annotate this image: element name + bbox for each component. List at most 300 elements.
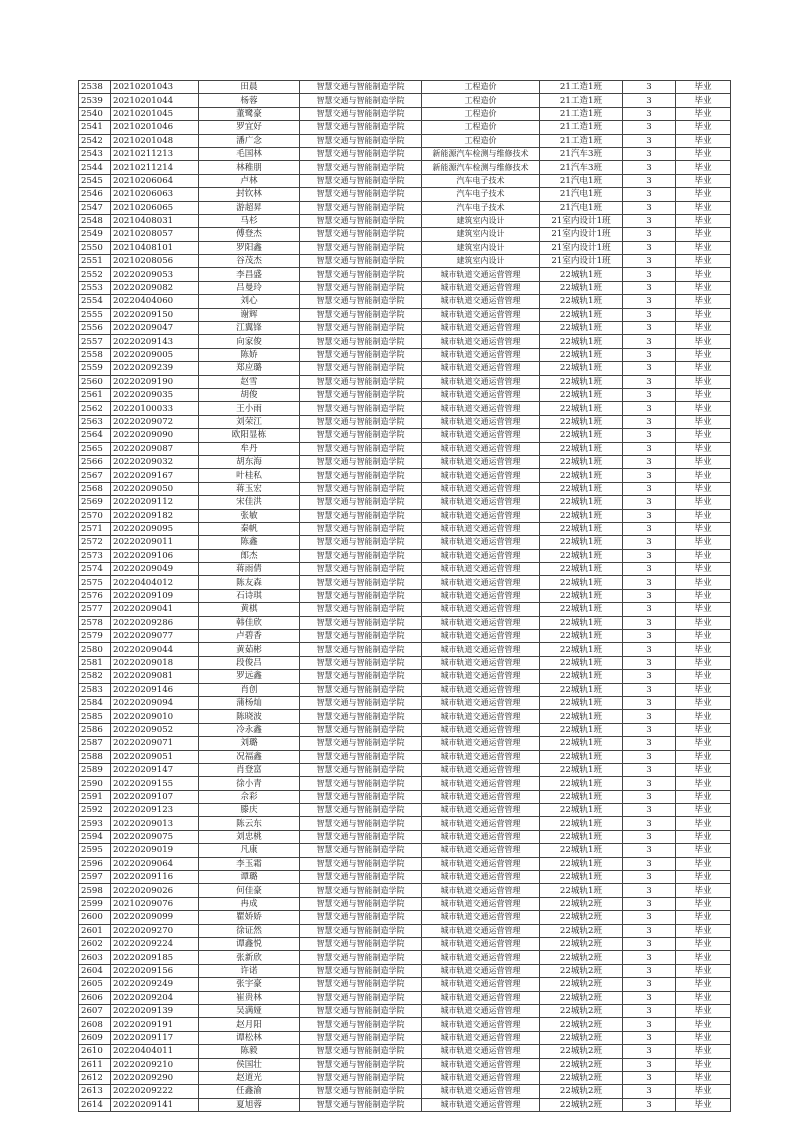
class-cell: 22城轨1班	[540, 857, 623, 870]
college-cell: 智慧交通与智能制造学院	[300, 830, 422, 843]
status-cell: 毕业	[676, 710, 731, 723]
student-name-cell: 林稚朋	[199, 161, 300, 174]
major-cell: 城市轨道交通运营管理	[422, 322, 540, 335]
row-number-cell: 2577	[79, 603, 111, 616]
class-cell: 22城轨1班	[540, 576, 623, 589]
row-number-cell: 2606	[79, 991, 111, 1004]
major-cell: 城市轨道交通运营管理	[422, 978, 540, 991]
student-id-cell: 20220209107	[111, 790, 199, 803]
student-id-cell: 20210201043	[111, 81, 199, 94]
status-cell: 毕业	[676, 656, 731, 669]
student-name-cell: 谢辉	[199, 308, 300, 321]
student-name-cell: 黄棋	[199, 603, 300, 616]
student-name-cell: 田晨	[199, 81, 300, 94]
college-cell: 智慧交通与智能制造学院	[300, 1098, 422, 1111]
major-cell: 城市轨道交通运营管理	[422, 295, 540, 308]
major-cell: 工程造价	[422, 81, 540, 94]
table-row	[79, 509, 731, 522]
table-row	[79, 496, 731, 509]
table-row	[79, 1098, 731, 1111]
class-cell: 21室内设计1班	[540, 241, 623, 254]
class-cell: 22城轨1班	[540, 777, 623, 790]
status-cell: 毕业	[676, 924, 731, 937]
years-cell: 3	[623, 817, 676, 830]
row-number-cell: 2550	[79, 241, 111, 254]
student-name-cell: 陈娇	[199, 348, 300, 361]
college-cell: 智慧交通与智能制造学院	[300, 643, 422, 656]
years-cell: 3	[623, 496, 676, 509]
student-id-cell: 20220209155	[111, 777, 199, 790]
college-cell: 智慧交通与智能制造学院	[300, 750, 422, 763]
student-name-cell: 侯国壮	[199, 1058, 300, 1071]
class-cell: 22城轨1班	[540, 482, 623, 495]
student-id-cell: 20220209047	[111, 322, 199, 335]
student-id-cell: 20220209222	[111, 1085, 199, 1098]
student-id-cell: 20220209077	[111, 630, 199, 643]
status-cell: 毕业	[676, 228, 731, 241]
years-cell: 3	[623, 951, 676, 964]
college-cell: 智慧交通与智能制造学院	[300, 763, 422, 776]
major-cell: 工程造价	[422, 134, 540, 147]
row-number-cell: 2596	[79, 857, 111, 870]
student-id-cell: 20220209224	[111, 938, 199, 951]
status-cell: 毕业	[676, 402, 731, 415]
student-name-cell: 张宇豪	[199, 978, 300, 991]
college-cell: 智慧交通与智能制造学院	[300, 308, 422, 321]
student-id-cell: 20220209013	[111, 817, 199, 830]
student-name-cell: 潘广念	[199, 134, 300, 147]
student-id-cell: 20220209082	[111, 281, 199, 294]
class-cell: 22城轨2班	[540, 924, 623, 937]
status-cell: 毕业	[676, 750, 731, 763]
years-cell: 3	[623, 536, 676, 549]
college-cell: 智慧交通与智能制造学院	[300, 1085, 422, 1098]
status-cell: 毕业	[676, 348, 731, 361]
college-cell: 智慧交通与智能制造学院	[300, 1058, 422, 1071]
college-cell: 智慧交通与智能制造学院	[300, 348, 422, 361]
major-cell: 城市轨道交通运营管理	[422, 817, 540, 830]
row-number-cell: 2600	[79, 911, 111, 924]
student-id-cell: 20220209095	[111, 522, 199, 535]
student-id-cell: 20220209143	[111, 335, 199, 348]
student-id-cell: 20220209072	[111, 415, 199, 428]
row-number-cell: 2559	[79, 362, 111, 375]
table-row	[79, 844, 731, 857]
class-cell: 22城轨1班	[540, 616, 623, 629]
student-id-cell: 20220209147	[111, 763, 199, 776]
years-cell: 3	[623, 978, 676, 991]
years-cell: 3	[623, 871, 676, 884]
college-cell: 智慧交通与智能制造学院	[300, 670, 422, 683]
status-cell: 毕业	[676, 1085, 731, 1098]
years-cell: 3	[623, 268, 676, 281]
years-cell: 3	[623, 1045, 676, 1058]
student-id-cell: 20220209051	[111, 750, 199, 763]
student-id-cell: 20220209112	[111, 496, 199, 509]
college-cell: 智慧交通与智能制造学院	[300, 616, 422, 629]
major-cell: 城市轨道交通运营管理	[422, 549, 540, 562]
student-id-cell: 20220209123	[111, 804, 199, 817]
student-name-cell: 任鑫渝	[199, 1085, 300, 1098]
status-cell: 毕业	[676, 978, 731, 991]
years-cell: 3	[623, 214, 676, 227]
student-id-cell: 20220100033	[111, 402, 199, 415]
row-number-cell: 2582	[79, 670, 111, 683]
class-cell: 22城轨1班	[540, 268, 623, 281]
student-name-cell: 夏旭蓉	[199, 1098, 300, 1111]
years-cell: 3	[623, 228, 676, 241]
years-cell: 3	[623, 683, 676, 696]
student-id-cell: 20220209032	[111, 455, 199, 468]
row-number-cell: 2609	[79, 1031, 111, 1044]
row-number-cell: 2614	[79, 1098, 111, 1111]
college-cell: 智慧交通与智能制造学院	[300, 911, 422, 924]
row-number-cell: 2546	[79, 188, 111, 201]
major-cell: 城市轨道交通运营管理	[422, 830, 540, 843]
table-row	[79, 388, 731, 401]
status-cell: 毕业	[676, 496, 731, 509]
table-row	[79, 897, 731, 910]
major-cell: 工程造价	[422, 121, 540, 134]
years-cell: 3	[623, 1018, 676, 1031]
row-number-cell: 2574	[79, 563, 111, 576]
student-name-cell: 陈毅	[199, 1045, 300, 1058]
years-cell: 3	[623, 1085, 676, 1098]
table-row	[79, 214, 731, 227]
major-cell: 城市轨道交通运营管理	[422, 616, 540, 629]
status-cell: 毕业	[676, 871, 731, 884]
major-cell: 城市轨道交通运营管理	[422, 415, 540, 428]
years-cell: 3	[623, 429, 676, 442]
student-name-cell: 董鹭豪	[199, 107, 300, 120]
class-cell: 22城轨1班	[540, 830, 623, 843]
status-cell: 毕业	[676, 214, 731, 227]
years-cell: 3	[623, 763, 676, 776]
college-cell: 智慧交通与智能制造学院	[300, 134, 422, 147]
class-cell: 22城轨1班	[540, 750, 623, 763]
status-cell: 毕业	[676, 857, 731, 870]
row-number-cell: 2599	[79, 897, 111, 910]
table-row	[79, 147, 731, 160]
major-cell: 城市轨道交通运营管理	[422, 455, 540, 468]
student-id-cell: 20220209167	[111, 469, 199, 482]
class-cell: 22城轨1班	[540, 549, 623, 562]
years-cell: 3	[623, 616, 676, 629]
college-cell: 智慧交通与智能制造学院	[300, 268, 422, 281]
major-cell: 城市轨道交通运营管理	[422, 308, 540, 321]
status-cell: 毕业	[676, 335, 731, 348]
row-number-cell: 2564	[79, 429, 111, 442]
class-cell: 22城轨1班	[540, 496, 623, 509]
row-number-cell: 2539	[79, 94, 111, 107]
years-cell: 3	[623, 844, 676, 857]
row-number-cell: 2584	[79, 696, 111, 709]
major-cell: 城市轨道交通运营管理	[422, 335, 540, 348]
student-id-cell: 20220209141	[111, 1098, 199, 1111]
college-cell: 智慧交通与智能制造学院	[300, 442, 422, 455]
class-cell: 22城轨1班	[540, 348, 623, 361]
college-cell: 智慧交通与智能制造学院	[300, 804, 422, 817]
class-cell: 22城轨2班	[540, 1098, 623, 1111]
row-number-cell: 2601	[79, 924, 111, 937]
row-number-cell: 2562	[79, 402, 111, 415]
table-row	[79, 817, 731, 830]
class-cell: 22城轨1班	[540, 469, 623, 482]
status-cell: 毕业	[676, 563, 731, 576]
table-row	[79, 174, 731, 187]
row-number-cell: 2542	[79, 134, 111, 147]
class-cell: 21室内设计1班	[540, 255, 623, 268]
student-name-cell: 李玉霜	[199, 857, 300, 870]
major-cell: 城市轨道交通运营管理	[422, 576, 540, 589]
years-cell: 3	[623, 603, 676, 616]
major-cell: 城市轨道交通运营管理	[422, 1031, 540, 1044]
table-row	[79, 978, 731, 991]
student-name-cell: 卢碧香	[199, 630, 300, 643]
table-row	[79, 750, 731, 763]
table-row	[79, 1085, 731, 1098]
major-cell: 城市轨道交通运营管理	[422, 469, 540, 482]
years-cell: 3	[623, 482, 676, 495]
class-cell: 21工造1班	[540, 107, 623, 120]
row-number-cell: 2611	[79, 1058, 111, 1071]
table-row	[79, 737, 731, 750]
student-id-cell: 20210211213	[111, 147, 199, 160]
table-row	[79, 964, 731, 977]
student-name-cell: 徐小青	[199, 777, 300, 790]
class-cell: 22城轨1班	[540, 415, 623, 428]
table-row	[79, 830, 731, 843]
student-name-cell: 陈云东	[199, 817, 300, 830]
row-number-cell: 2597	[79, 871, 111, 884]
major-cell: 城市轨道交通运营管理	[422, 777, 540, 790]
table-row	[79, 763, 731, 776]
row-number-cell: 2590	[79, 777, 111, 790]
student-id-cell: 20210208056	[111, 255, 199, 268]
years-cell: 3	[623, 509, 676, 522]
table-row	[79, 1004, 731, 1017]
class-cell: 21汽电1班	[540, 188, 623, 201]
student-name-cell: 马杉	[199, 214, 300, 227]
class-cell: 22城轨1班	[540, 817, 623, 830]
student-name-cell: 谭松林	[199, 1031, 300, 1044]
row-number-cell: 2554	[79, 295, 111, 308]
class-cell: 21汽电1班	[540, 174, 623, 187]
table-row	[79, 563, 731, 576]
class-cell: 22城轨1班	[540, 763, 623, 776]
college-cell: 智慧交通与智能制造学院	[300, 161, 422, 174]
years-cell: 3	[623, 81, 676, 94]
major-cell: 城市轨道交通运营管理	[422, 563, 540, 576]
class-cell: 21室内设计1班	[540, 214, 623, 227]
row-number-cell: 2604	[79, 964, 111, 977]
student-id-cell: 20220209106	[111, 549, 199, 562]
years-cell: 3	[623, 469, 676, 482]
major-cell: 城市轨道交通运营管理	[422, 938, 540, 951]
student-name-cell: 蒋玉宏	[199, 482, 300, 495]
status-cell: 毕业	[676, 1045, 731, 1058]
major-cell: 城市轨道交通运营管理	[422, 509, 540, 522]
years-cell: 3	[623, 362, 676, 375]
years-cell: 3	[623, 335, 676, 348]
years-cell: 3	[623, 1004, 676, 1017]
years-cell: 3	[623, 281, 676, 294]
status-cell: 毕业	[676, 308, 731, 321]
major-cell: 城市轨道交通运营管理	[422, 1085, 540, 1098]
class-cell: 22城轨2班	[540, 911, 623, 924]
student-id-cell: 20220209146	[111, 683, 199, 696]
row-number-cell: 2591	[79, 790, 111, 803]
status-cell: 毕业	[676, 643, 731, 656]
status-cell: 毕业	[676, 844, 731, 857]
college-cell: 智慧交通与智能制造学院	[300, 388, 422, 401]
student-id-cell: 20220404011	[111, 1045, 199, 1058]
status-cell: 毕业	[676, 482, 731, 495]
years-cell: 3	[623, 576, 676, 589]
years-cell: 3	[623, 402, 676, 415]
status-cell: 毕业	[676, 830, 731, 843]
student-id-cell: 20220209044	[111, 643, 199, 656]
college-cell: 智慧交通与智能制造学院	[300, 228, 422, 241]
college-cell: 智慧交通与智能制造学院	[300, 322, 422, 335]
class-cell: 22城轨1班	[540, 790, 623, 803]
class-cell: 22城轨1班	[540, 723, 623, 736]
college-cell: 智慧交通与智能制造学院	[300, 938, 422, 951]
years-cell: 3	[623, 656, 676, 669]
college-cell: 智慧交通与智能制造学院	[300, 536, 422, 549]
status-cell: 毕业	[676, 951, 731, 964]
table-row	[79, 402, 731, 415]
student-id-cell: 20220209270	[111, 924, 199, 937]
row-number-cell: 2563	[79, 415, 111, 428]
student-name-cell: 游超昇	[199, 201, 300, 214]
table-row	[79, 455, 731, 468]
class-cell: 22城轨1班	[540, 670, 623, 683]
years-cell: 3	[623, 121, 676, 134]
class-cell: 22城轨1班	[540, 630, 623, 643]
college-cell: 智慧交通与智能制造学院	[300, 469, 422, 482]
student-id-cell: 20220209050	[111, 482, 199, 495]
student-id-cell: 20220209081	[111, 670, 199, 683]
college-cell: 智慧交通与智能制造学院	[300, 589, 422, 602]
years-cell: 3	[623, 375, 676, 388]
status-cell: 毕业	[676, 188, 731, 201]
student-name-cell: 郑应璐	[199, 362, 300, 375]
years-cell: 3	[623, 643, 676, 656]
table-row	[79, 911, 731, 924]
class-cell: 22城轨1班	[540, 375, 623, 388]
major-cell: 城市轨道交通运营管理	[422, 1071, 540, 1084]
student-id-cell: 20220209071	[111, 737, 199, 750]
college-cell: 智慧交通与智能制造学院	[300, 509, 422, 522]
major-cell: 城市轨道交通运营管理	[422, 763, 540, 776]
student-id-cell: 20220209018	[111, 656, 199, 669]
status-cell: 毕业	[676, 817, 731, 830]
student-id-cell: 20220209190	[111, 375, 199, 388]
years-cell: 3	[623, 1031, 676, 1044]
class-cell: 21汽车3班	[540, 161, 623, 174]
table-row	[79, 201, 731, 214]
student-id-cell: 20220209286	[111, 616, 199, 629]
student-id-cell: 20220209064	[111, 857, 199, 870]
years-cell: 3	[623, 188, 676, 201]
status-cell: 毕业	[676, 429, 731, 442]
student-id-cell: 20210206063	[111, 188, 199, 201]
student-name-cell: 谭璐	[199, 871, 300, 884]
student-id-cell: 20210206065	[111, 201, 199, 214]
status-cell: 毕业	[676, 509, 731, 522]
major-cell: 城市轨道交通运营管理	[422, 1004, 540, 1017]
table-row	[79, 295, 731, 308]
college-cell: 智慧交通与智能制造学院	[300, 683, 422, 696]
student-name-cell: 李昌盛	[199, 268, 300, 281]
years-cell: 3	[623, 255, 676, 268]
class-cell: 22城轨2班	[540, 951, 623, 964]
major-cell: 城市轨道交通运营管理	[422, 1045, 540, 1058]
college-cell: 智慧交通与智能制造学院	[300, 817, 422, 830]
status-cell: 毕业	[676, 455, 731, 468]
college-cell: 智慧交通与智能制造学院	[300, 790, 422, 803]
class-cell: 22城轨1班	[540, 696, 623, 709]
student-name-cell: 冷永鑫	[199, 723, 300, 736]
major-cell: 城市轨道交通运营管理	[422, 951, 540, 964]
class-cell: 21工造1班	[540, 134, 623, 147]
status-cell: 毕业	[676, 723, 731, 736]
student-name-cell: 何佳豪	[199, 884, 300, 897]
status-cell: 毕业	[676, 388, 731, 401]
status-cell: 毕业	[676, 763, 731, 776]
student-id-cell: 20220209094	[111, 696, 199, 709]
student-name-cell: 陈友森	[199, 576, 300, 589]
row-number-cell: 2586	[79, 723, 111, 736]
college-cell: 智慧交通与智能制造学院	[300, 241, 422, 254]
student-name-cell: 陈鑫	[199, 536, 300, 549]
years-cell: 3	[623, 924, 676, 937]
major-cell: 工程造价	[422, 94, 540, 107]
student-name-cell: 佘彩	[199, 790, 300, 803]
class-cell: 22城轨1班	[540, 589, 623, 602]
college-cell: 智慧交通与智能制造学院	[300, 737, 422, 750]
college-cell: 智慧交通与智能制造学院	[300, 777, 422, 790]
row-number-cell: 2585	[79, 710, 111, 723]
class-cell: 22城轨1班	[540, 362, 623, 375]
college-cell: 智慧交通与智能制造学院	[300, 415, 422, 428]
table-row	[79, 696, 731, 709]
student-id-cell: 20220209239	[111, 362, 199, 375]
class-cell: 22城轨1班	[540, 522, 623, 535]
table-row	[79, 777, 731, 790]
table-row	[79, 335, 731, 348]
major-cell: 城市轨道交通运营管理	[422, 429, 540, 442]
major-cell: 城市轨道交通运营管理	[422, 911, 540, 924]
class-cell: 22城轨1班	[540, 804, 623, 817]
college-cell: 智慧交通与智能制造学院	[300, 522, 422, 535]
status-cell: 毕业	[676, 964, 731, 977]
class-cell: 22城轨1班	[540, 656, 623, 669]
table-row	[79, 549, 731, 562]
major-cell: 城市轨道交通运营管理	[422, 897, 540, 910]
status-cell: 毕业	[676, 1071, 731, 1084]
student-name-cell: 韩佳欣	[199, 616, 300, 629]
class-cell: 22城轨2班	[540, 1085, 623, 1098]
status-cell: 毕业	[676, 670, 731, 683]
row-number-cell: 2602	[79, 938, 111, 951]
student-name-cell: 谷茂杰	[199, 255, 300, 268]
row-number-cell: 2570	[79, 509, 111, 522]
class-cell: 22城轨2班	[540, 897, 623, 910]
status-cell: 毕业	[676, 911, 731, 924]
status-cell: 毕业	[676, 897, 731, 910]
